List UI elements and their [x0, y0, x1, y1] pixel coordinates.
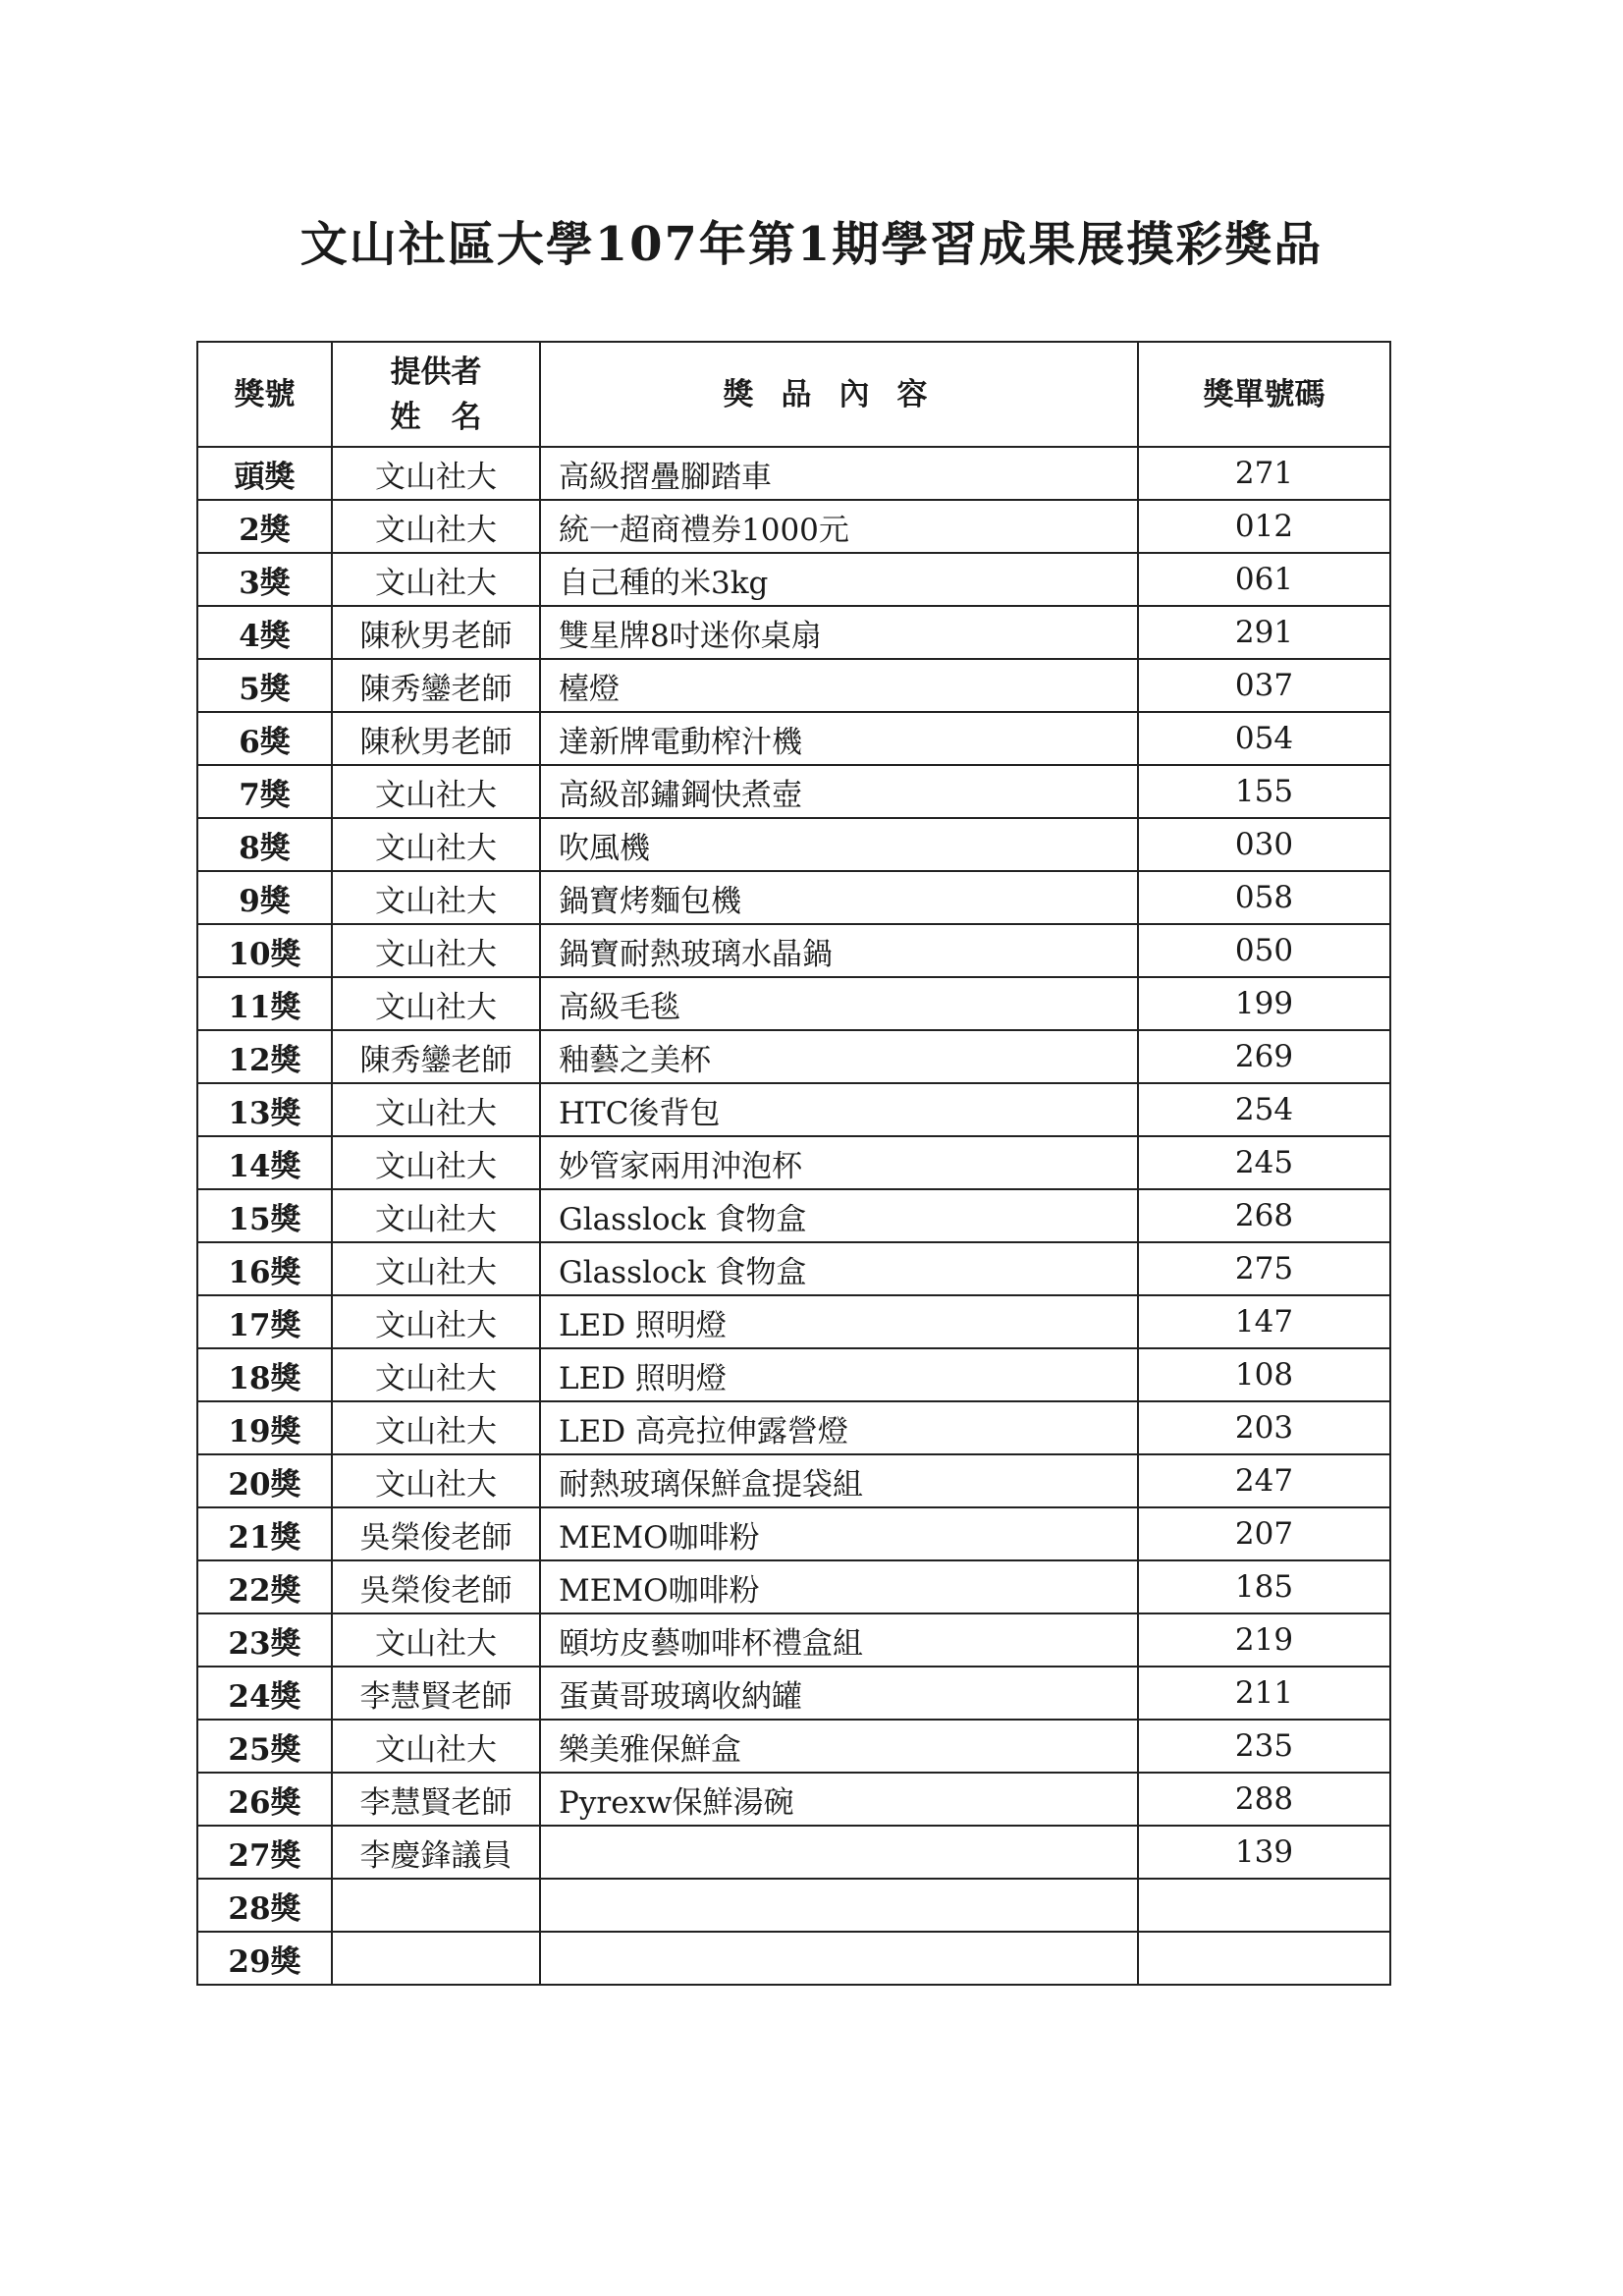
prize-no-cell: 19獎 [197, 1401, 332, 1454]
provider-cell: 陳秋男老師 [332, 606, 540, 659]
table-row [197, 1454, 1390, 1507]
table-row [197, 1932, 1390, 1985]
table-row [197, 606, 1390, 659]
table-row [197, 712, 1390, 765]
header-content: 獎品內容 [540, 342, 1138, 447]
content-cell: 高級部鏽鋼快煮壺 [540, 765, 1138, 818]
content-cell: 頤坊皮藝咖啡杯禮盒組 [540, 1613, 1138, 1667]
provider-cell: 文山社大 [332, 1401, 540, 1454]
content-cell: MEMO咖啡粉 [540, 1507, 1138, 1560]
table-row [197, 1879, 1390, 1932]
prize-no-cell: 3獎 [197, 553, 332, 606]
content-cell: 雙星牌8吋迷你桌扇 [540, 606, 1138, 659]
provider-cell: 文山社大 [332, 1454, 540, 1507]
prize-no-cell: 27獎 [197, 1826, 332, 1879]
provider-cell: 文山社大 [332, 1720, 540, 1773]
table-header-row [197, 342, 1390, 447]
table-body [197, 447, 1390, 1985]
table-row [197, 924, 1390, 977]
table-row [197, 1136, 1390, 1189]
content-cell [540, 1932, 1138, 1985]
table-row [197, 765, 1390, 818]
provider-cell: 文山社大 [332, 447, 540, 500]
provider-cell: 文山社大 [332, 1613, 540, 1667]
content-cell: Glasslock 食物盒 [540, 1242, 1138, 1295]
provider-cell: 文山社大 [332, 1189, 540, 1242]
table-row [197, 1189, 1390, 1242]
provider-cell: 文山社大 [332, 500, 540, 553]
prize-no-cell: 26獎 [197, 1773, 332, 1826]
prize-no-cell: 5獎 [197, 659, 332, 712]
table-row [197, 1560, 1390, 1613]
prize-no-cell: 28獎 [197, 1879, 332, 1932]
provider-cell: 文山社大 [332, 1348, 540, 1401]
content-cell [540, 1826, 1138, 1879]
content-cell: 高級毛毯 [540, 977, 1138, 1030]
prize-no-cell: 7獎 [197, 765, 332, 818]
provider-cell: 文山社大 [332, 818, 540, 871]
ticket-cell: 247 [1138, 1454, 1390, 1507]
ticket-cell: 185 [1138, 1560, 1390, 1613]
provider-cell: 陳秀鑾老師 [332, 1030, 540, 1083]
prize-no-cell: 15獎 [197, 1189, 332, 1242]
provider-cell: 李慶鋒議員 [332, 1826, 540, 1879]
provider-cell: 文山社大 [332, 553, 540, 606]
content-cell: 統一超商禮券1000元 [540, 500, 1138, 553]
ticket-cell: 269 [1138, 1030, 1390, 1083]
content-cell: Pyrexw保鮮湯碗 [540, 1773, 1138, 1826]
content-cell: 耐熱玻璃保鮮盒提袋組 [540, 1454, 1138, 1507]
provider-cell: 文山社大 [332, 924, 540, 977]
header-ticket: 獎單號碼 [1138, 342, 1390, 447]
ticket-cell: 012 [1138, 500, 1390, 553]
content-cell: MEMO咖啡粉 [540, 1560, 1138, 1613]
header-provider: 提供者 姓 名 [332, 342, 540, 447]
provider-cell: 文山社大 [332, 871, 540, 924]
table-row [197, 1295, 1390, 1348]
prize-no-cell: 14獎 [197, 1136, 332, 1189]
prize-no-cell: 9獎 [197, 871, 332, 924]
prize-no-cell: 18獎 [197, 1348, 332, 1401]
content-cell [540, 1879, 1138, 1932]
prize-no-cell: 6獎 [197, 712, 332, 765]
header-prize-no: 獎號 [197, 342, 332, 447]
ticket-cell: 058 [1138, 871, 1390, 924]
content-cell: 高級摺疊腳踏車 [540, 447, 1138, 500]
ticket-cell: 203 [1138, 1401, 1390, 1454]
content-cell: 吹風機 [540, 818, 1138, 871]
prize-no-cell: 11獎 [197, 977, 332, 1030]
prize-no-cell: 22獎 [197, 1560, 332, 1613]
provider-cell: 文山社大 [332, 1242, 540, 1295]
ticket-cell: 254 [1138, 1083, 1390, 1136]
ticket-cell: 139 [1138, 1826, 1390, 1879]
provider-cell: 文山社大 [332, 1136, 540, 1189]
content-cell: 釉藝之美杯 [540, 1030, 1138, 1083]
table-row [197, 1773, 1390, 1826]
prize-table [196, 341, 1391, 1986]
table-row [197, 1030, 1390, 1083]
content-cell: 蛋黃哥玻璃收納罐 [540, 1667, 1138, 1720]
ticket-cell [1138, 1932, 1390, 1985]
ticket-cell: 275 [1138, 1242, 1390, 1295]
content-cell: 鍋寶烤麵包機 [540, 871, 1138, 924]
table-row [197, 977, 1390, 1030]
provider-cell: 李慧賢老師 [332, 1667, 540, 1720]
provider-cell: 文山社大 [332, 1295, 540, 1348]
prize-no-cell: 10獎 [197, 924, 332, 977]
provider-cell: 文山社大 [332, 765, 540, 818]
table-row [197, 1348, 1390, 1401]
prize-no-cell: 24獎 [197, 1667, 332, 1720]
provider-cell: 陳秋男老師 [332, 712, 540, 765]
table-row [197, 447, 1390, 500]
prize-no-cell: 16獎 [197, 1242, 332, 1295]
content-cell: 檯燈 [540, 659, 1138, 712]
provider-cell: 吳榮俊老師 [332, 1560, 540, 1613]
ticket-cell: 155 [1138, 765, 1390, 818]
content-cell: 妙管家兩用沖泡杯 [540, 1136, 1138, 1189]
table-row [197, 1083, 1390, 1136]
ticket-cell: 207 [1138, 1507, 1390, 1560]
prize-no-cell: 17獎 [197, 1295, 332, 1348]
ticket-cell: 271 [1138, 447, 1390, 500]
table-row [197, 871, 1390, 924]
table-row [197, 1720, 1390, 1773]
page-title: 文山社區大學107年第1期學習成果展摸彩獎品 [299, 217, 1324, 272]
prize-no-cell: 13獎 [197, 1083, 332, 1136]
prize-no-cell: 8獎 [197, 818, 332, 871]
ticket-cell [1138, 1879, 1390, 1932]
provider-cell: 李慧賢老師 [332, 1773, 540, 1826]
content-cell: 樂美雅保鮮盒 [540, 1720, 1138, 1773]
table-row [197, 1401, 1390, 1454]
ticket-cell: 235 [1138, 1720, 1390, 1773]
content-cell: HTC後背包 [540, 1083, 1138, 1136]
ticket-cell: 219 [1138, 1613, 1390, 1667]
ticket-cell: 054 [1138, 712, 1390, 765]
ticket-cell: 147 [1138, 1295, 1390, 1348]
ticket-cell: 050 [1138, 924, 1390, 977]
table-row [197, 1507, 1390, 1560]
provider-cell: 吳榮俊老師 [332, 1507, 540, 1560]
prize-no-cell: 頭獎 [197, 447, 332, 500]
prize-no-cell: 21獎 [197, 1507, 332, 1560]
content-cell: 自己種的米3kg [540, 553, 1138, 606]
ticket-cell: 211 [1138, 1667, 1390, 1720]
ticket-cell: 268 [1138, 1189, 1390, 1242]
prize-no-cell: 23獎 [197, 1613, 332, 1667]
table-row [197, 500, 1390, 553]
content-cell: 鍋寶耐熱玻璃水晶鍋 [540, 924, 1138, 977]
provider-cell [332, 1932, 540, 1985]
content-cell: LED 照明燈 [540, 1348, 1138, 1401]
ticket-cell: 288 [1138, 1773, 1390, 1826]
prize-no-cell: 2獎 [197, 500, 332, 553]
ticket-cell: 108 [1138, 1348, 1390, 1401]
prize-no-cell: 12獎 [197, 1030, 332, 1083]
provider-cell: 陳秀鑾老師 [332, 659, 540, 712]
ticket-cell: 061 [1138, 553, 1390, 606]
content-cell: Glasslock 食物盒 [540, 1189, 1138, 1242]
table-row [197, 1613, 1390, 1667]
prize-no-cell: 20獎 [197, 1454, 332, 1507]
ticket-cell: 245 [1138, 1136, 1390, 1189]
provider-cell: 文山社大 [332, 1083, 540, 1136]
content-cell: LED 照明燈 [540, 1295, 1138, 1348]
ticket-cell: 199 [1138, 977, 1390, 1030]
table-row [197, 553, 1390, 606]
table-row [197, 1826, 1390, 1879]
provider-cell [332, 1879, 540, 1932]
prize-no-cell: 29獎 [197, 1932, 332, 1985]
ticket-cell: 037 [1138, 659, 1390, 712]
content-cell: 達新牌電動榨汁機 [540, 712, 1138, 765]
table-row [197, 1667, 1390, 1720]
prize-no-cell: 4獎 [197, 606, 332, 659]
content-cell: LED 高亮拉伸露營燈 [540, 1401, 1138, 1454]
table-row [197, 1242, 1390, 1295]
ticket-cell: 291 [1138, 606, 1390, 659]
ticket-cell: 030 [1138, 818, 1390, 871]
provider-cell: 文山社大 [332, 977, 540, 1030]
table-row [197, 659, 1390, 712]
table-row [197, 818, 1390, 871]
prize-no-cell: 25獎 [197, 1720, 332, 1773]
